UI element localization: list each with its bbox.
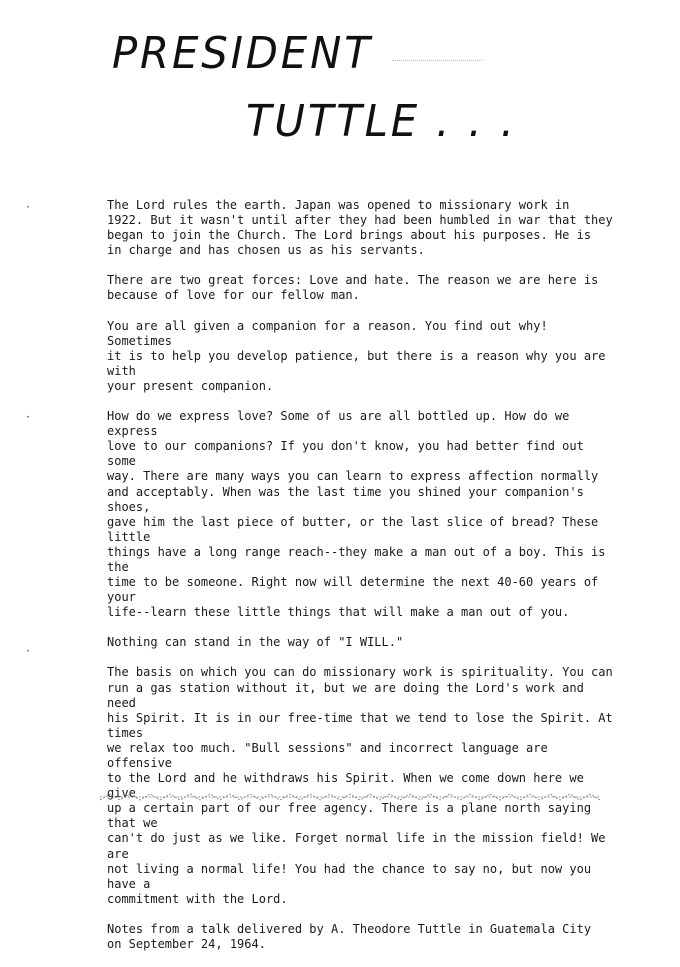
title-line-1: PRESIDENT: [112, 28, 373, 79]
talk-notes-body: [107, 198, 619, 967]
paragraph: The basis on which you can do missionary work is spirituality. You can run a gas station without it, but we are doing the Lord's work and need his Spirit. It is in our free-time that we tend to lose the Spirit. At times we relax too much. "Bull sessions" and incorrect language are offensive to the Lord and he withdraws his Spirit. When we come down here we give up a certain part of our free agency. There is a plane north saying that we can't do just as we like. Forget normal life in the mission field! We are not living a normal life! You had the chance to say no, but now you have a commitment with the Lord.: [107, 665, 613, 906]
paragraph: The Lord rules the earth. Japan was opened to missionary work in 1922. But it wasn't until after they had been humbled in war that they began to join the Church. The Lord brings about his purposes. He is in charge and has chosen us as his servants.: [107, 198, 613, 258]
title-dash-decoration: [392, 60, 482, 63]
margin-dot-mark: ·: [26, 644, 30, 658]
title-line-2: TUTTLE . . .: [246, 96, 517, 147]
paragraph: You are all given a companion for a reason. You find out why! Sometimes it is to help you develop patience, but there is a reason why you are with your present companion.: [107, 318, 606, 393]
paragraph: There are two great forces: Love and hate. The reason we are here is because of love for our fellow man.: [107, 273, 599, 303]
paragraph: How do we express love? Some of us are all bottled up. How do we express love to our companions? If you don't know, you had better find out some way. There are many ways you can learn to express affection normally and acceptably. When was the last time you shined your companion's shoes, gave him the last piece of butter, or the last slice of bread? These little things have a long range reach--they make a man out of a boy. This is the time to be someone. Right now will determine the next 40-60 years of your life--learn these little things that will make a man out of you.: [107, 409, 606, 620]
paragraph: Notes from a talk delivered by A. Theodore Tuttle in Guatemala City on September 24, 1964.: [107, 921, 592, 952]
paragraph: Nothing can stand in the way of "I WILL.": [107, 635, 404, 650]
margin-dot-mark: ·: [26, 200, 30, 214]
margin-dot-mark: ·: [26, 410, 30, 424]
decorative-border-rule: [100, 792, 600, 802]
